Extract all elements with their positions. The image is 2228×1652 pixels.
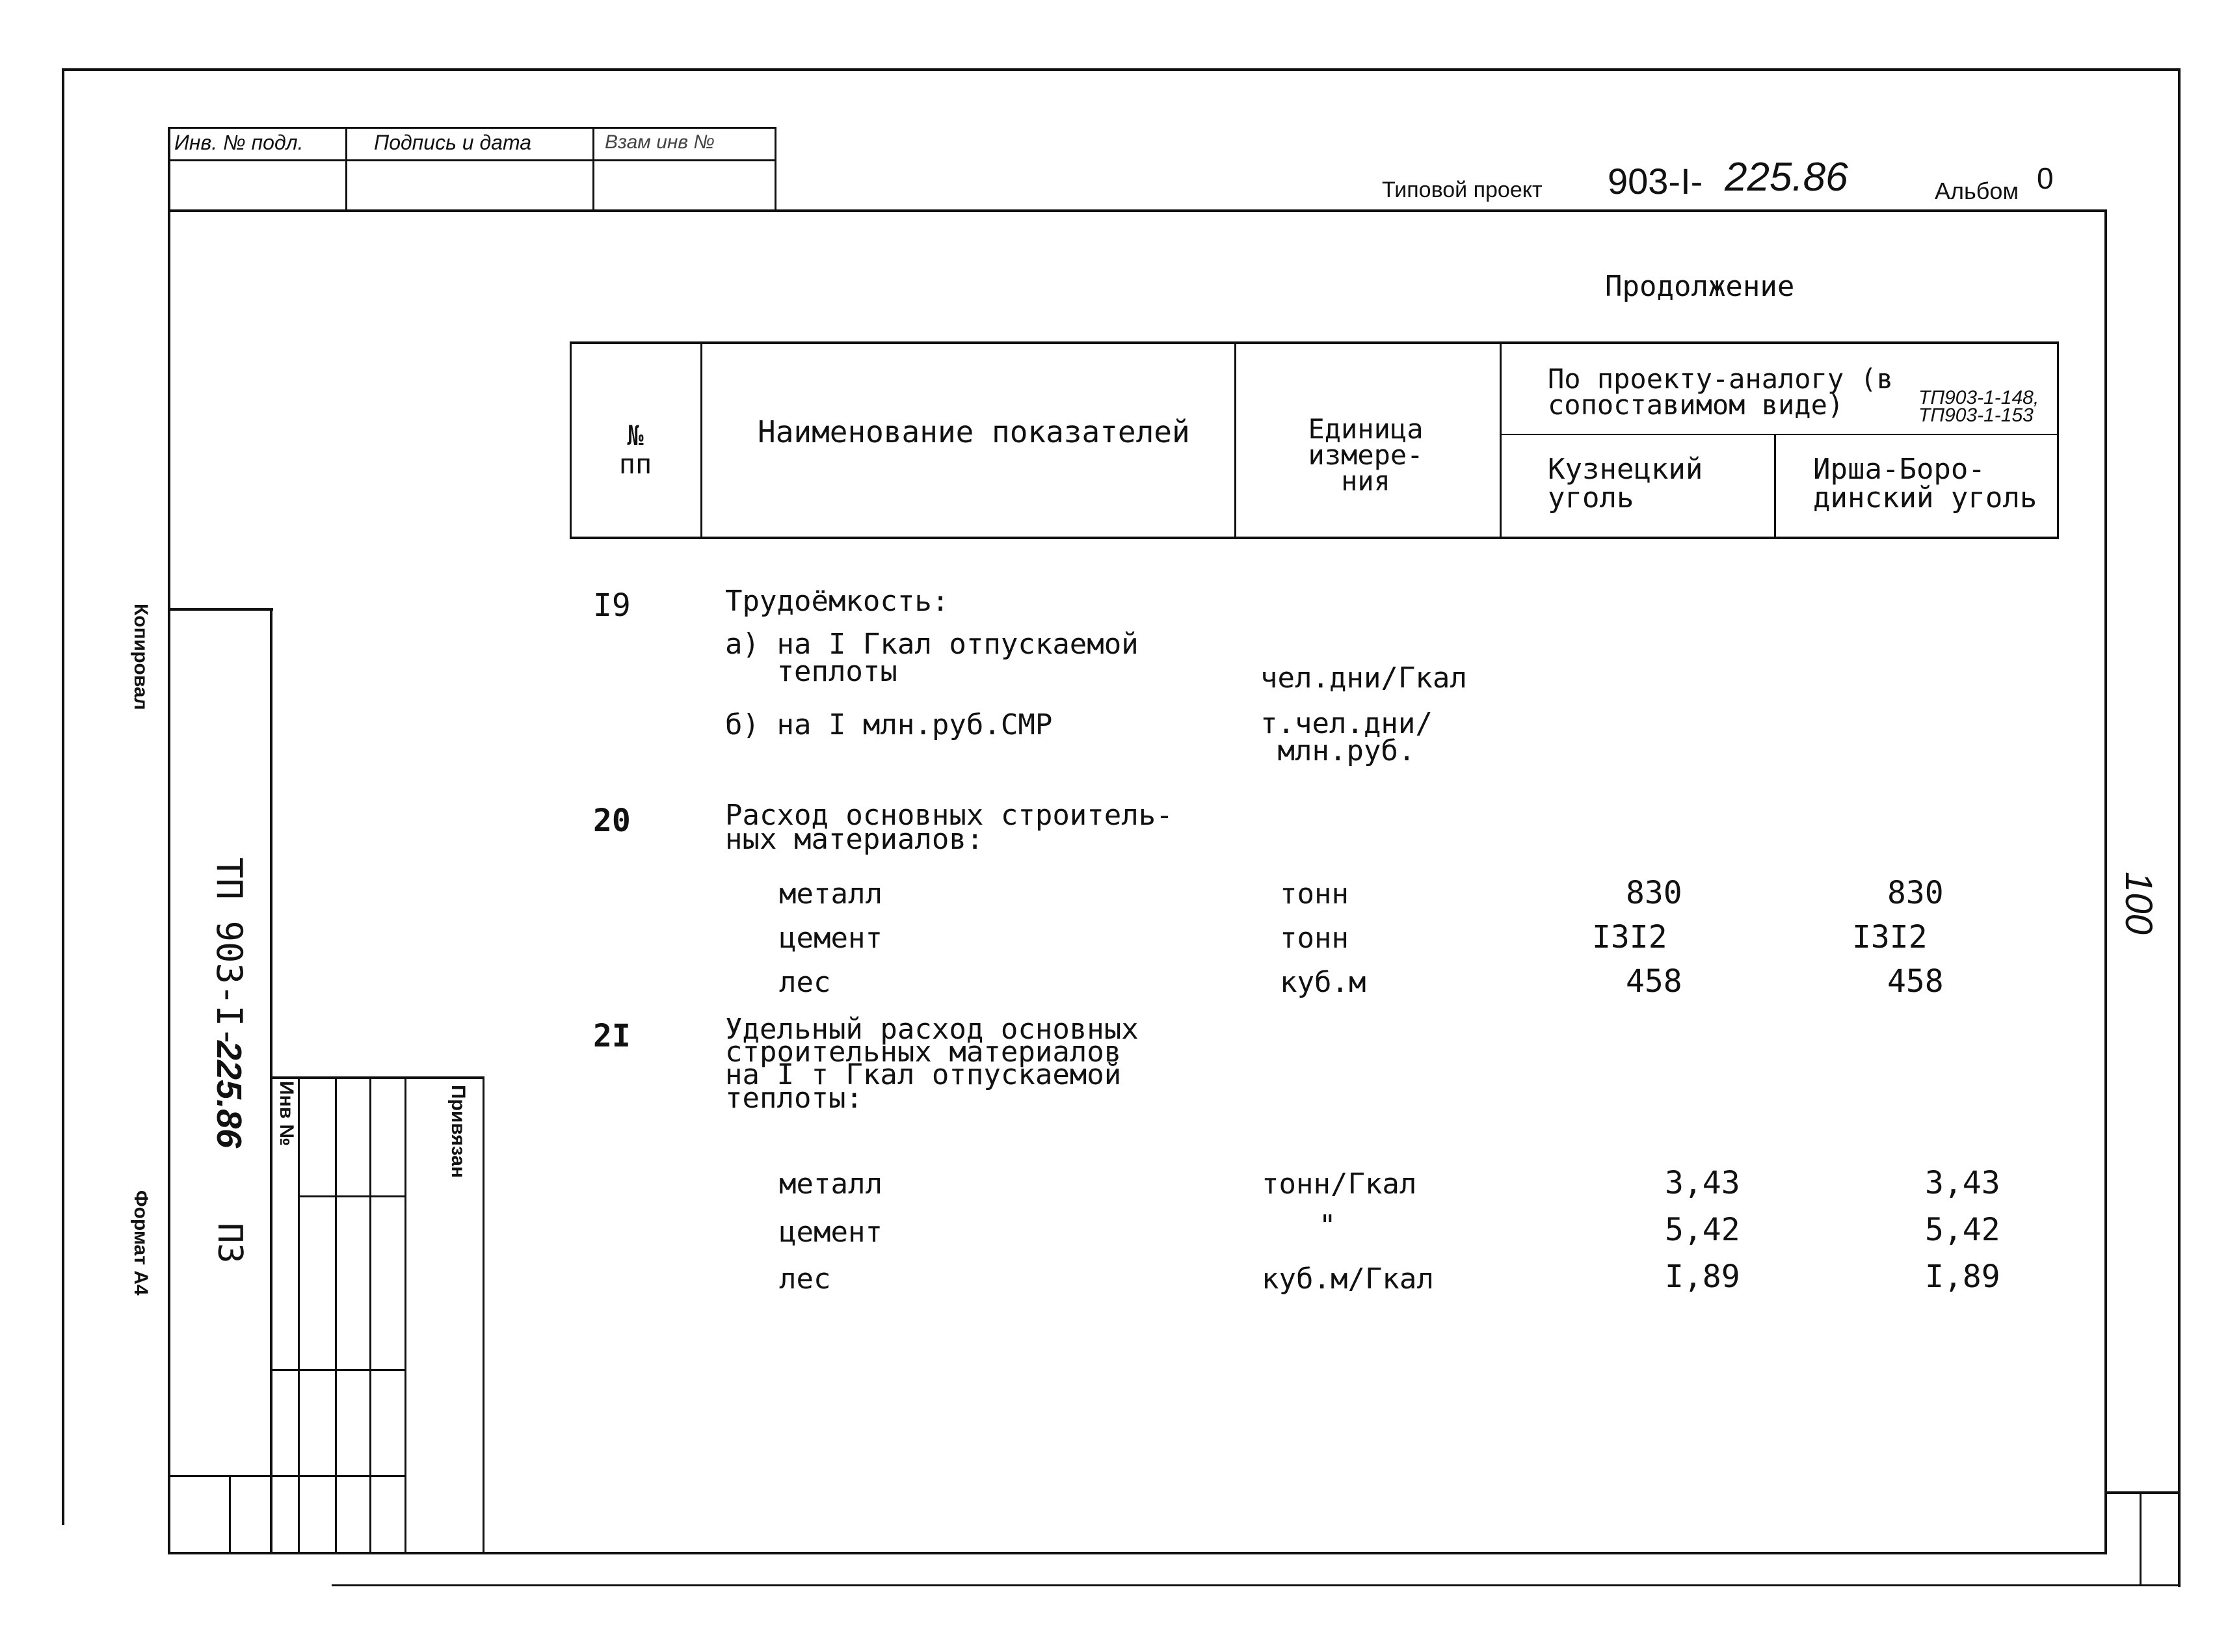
frame-outer-top xyxy=(62,68,2181,71)
frame-outer-right xyxy=(2178,68,2181,1587)
row-unit: тонн/Гкал xyxy=(1262,1167,1417,1201)
side-project-code: ТП 903-I- xyxy=(209,857,250,1048)
row-name: Трудоёмкость: xyxy=(725,585,949,618)
stamp-vzam-inv: Взам инв № xyxy=(605,131,715,153)
frame-bottom xyxy=(332,1584,2181,1586)
stamp-podpis-data: Подпись и дата xyxy=(374,131,532,154)
row-value-irsha: I3I2 xyxy=(1852,919,1928,955)
frame-inner-left xyxy=(168,127,170,1554)
row-value-kuznetsky: 5,42 xyxy=(1665,1212,1740,1248)
row-name: Удельный расход основных строительных материалов на I т Гкал отпускаемой теплоты: xyxy=(725,1013,1139,1115)
row-value-irsha: 3,43 xyxy=(1925,1165,2000,1201)
album-number: 0 xyxy=(2037,161,2054,195)
row-name: металл xyxy=(779,877,882,911)
row-name: а) на I Гкал отпускаемой теплоты xyxy=(725,628,1139,688)
stamp-inv-podl: Инв. № подл. xyxy=(174,131,304,154)
row-name: Расход основных строитель- ных материалов: xyxy=(725,799,1173,857)
col-header-analog: По проекту-аналогу (в сопоставимом виде) xyxy=(1548,363,1894,421)
row-value-kuznetsky: I3I2 xyxy=(1592,919,1667,955)
row-value-kuznetsky: I,89 xyxy=(1665,1259,1740,1295)
row-name: лес xyxy=(779,966,831,999)
continuation-label: Продолжение xyxy=(1605,270,1795,303)
col-header-kuznetsky: Кузнецкий уголь xyxy=(1548,453,1703,514)
row-unit: тонн xyxy=(1280,922,1349,955)
row-name: лес xyxy=(779,1262,831,1296)
row-value-irsha: I,89 xyxy=(1925,1259,2000,1295)
row-value-irsha: 458 xyxy=(1887,963,1944,1000)
pageno-box-top xyxy=(2104,1491,2181,1494)
project-number-handwritten: 225.86 xyxy=(1725,155,1848,200)
side-inv-no: Инв № xyxy=(276,1081,297,1146)
side-project-code-handwritten: 225.86 xyxy=(209,1041,248,1149)
pageno-box-divider xyxy=(2140,1494,2142,1585)
row-value-kuznetsky: 830 xyxy=(1626,875,1682,911)
row-unit: тонн xyxy=(1280,877,1349,911)
frame-inner-bottom xyxy=(168,1552,2106,1554)
row-value-irsha: 830 xyxy=(1887,875,1944,911)
row-unit: " xyxy=(1319,1209,1336,1242)
row-number: I9 xyxy=(593,587,631,624)
row-number: 20 xyxy=(593,803,631,839)
frame-outer-left xyxy=(62,68,64,1525)
row-unit: куб.м/Гкал xyxy=(1262,1262,1434,1296)
frame-inner-right xyxy=(2104,209,2107,1554)
col-header-irsha: Ирша-Боро- динский уголь xyxy=(1813,453,2037,514)
row-unit: куб.м xyxy=(1280,966,1366,999)
side-kopiroval: Копировал xyxy=(130,604,152,710)
side-format: Формат А4 xyxy=(130,1190,152,1296)
row-unit: т.чел.дни/ млн.руб. xyxy=(1260,707,1433,767)
col-header-unit: Единица измере- ния xyxy=(1308,413,1424,497)
side-part: ПЗ xyxy=(210,1223,249,1264)
project-number: 903-I- xyxy=(1608,161,1703,202)
row-value-kuznetsky: 3,43 xyxy=(1665,1165,1740,1201)
row-unit: чел.дни/Гкал xyxy=(1260,661,1467,695)
frame-inner-top xyxy=(168,209,2106,212)
row-value-irsha: 5,42 xyxy=(1925,1212,2000,1248)
side-privyazan: Привязан xyxy=(447,1085,469,1179)
row-name: цемент xyxy=(779,922,882,955)
tipovoy-proekt-label: Типовой проект xyxy=(1382,178,1543,202)
row-value-kuznetsky: 458 xyxy=(1626,963,1682,1000)
page-number: 100 xyxy=(2117,872,2160,935)
album-label: Альбом xyxy=(1935,178,2019,204)
row-name: цемент xyxy=(779,1216,882,1249)
col-header-name: Наименование показателей xyxy=(758,414,1190,449)
row-name: б) на I млн.руб.СМР xyxy=(725,708,1053,741)
col-header-no: № пп xyxy=(618,420,652,481)
row-number: 2I xyxy=(593,1018,631,1054)
row-name: металл xyxy=(779,1167,882,1201)
col-header-analog-ref: ТП903-1-148, ТП903-1-153 xyxy=(1918,387,2039,426)
